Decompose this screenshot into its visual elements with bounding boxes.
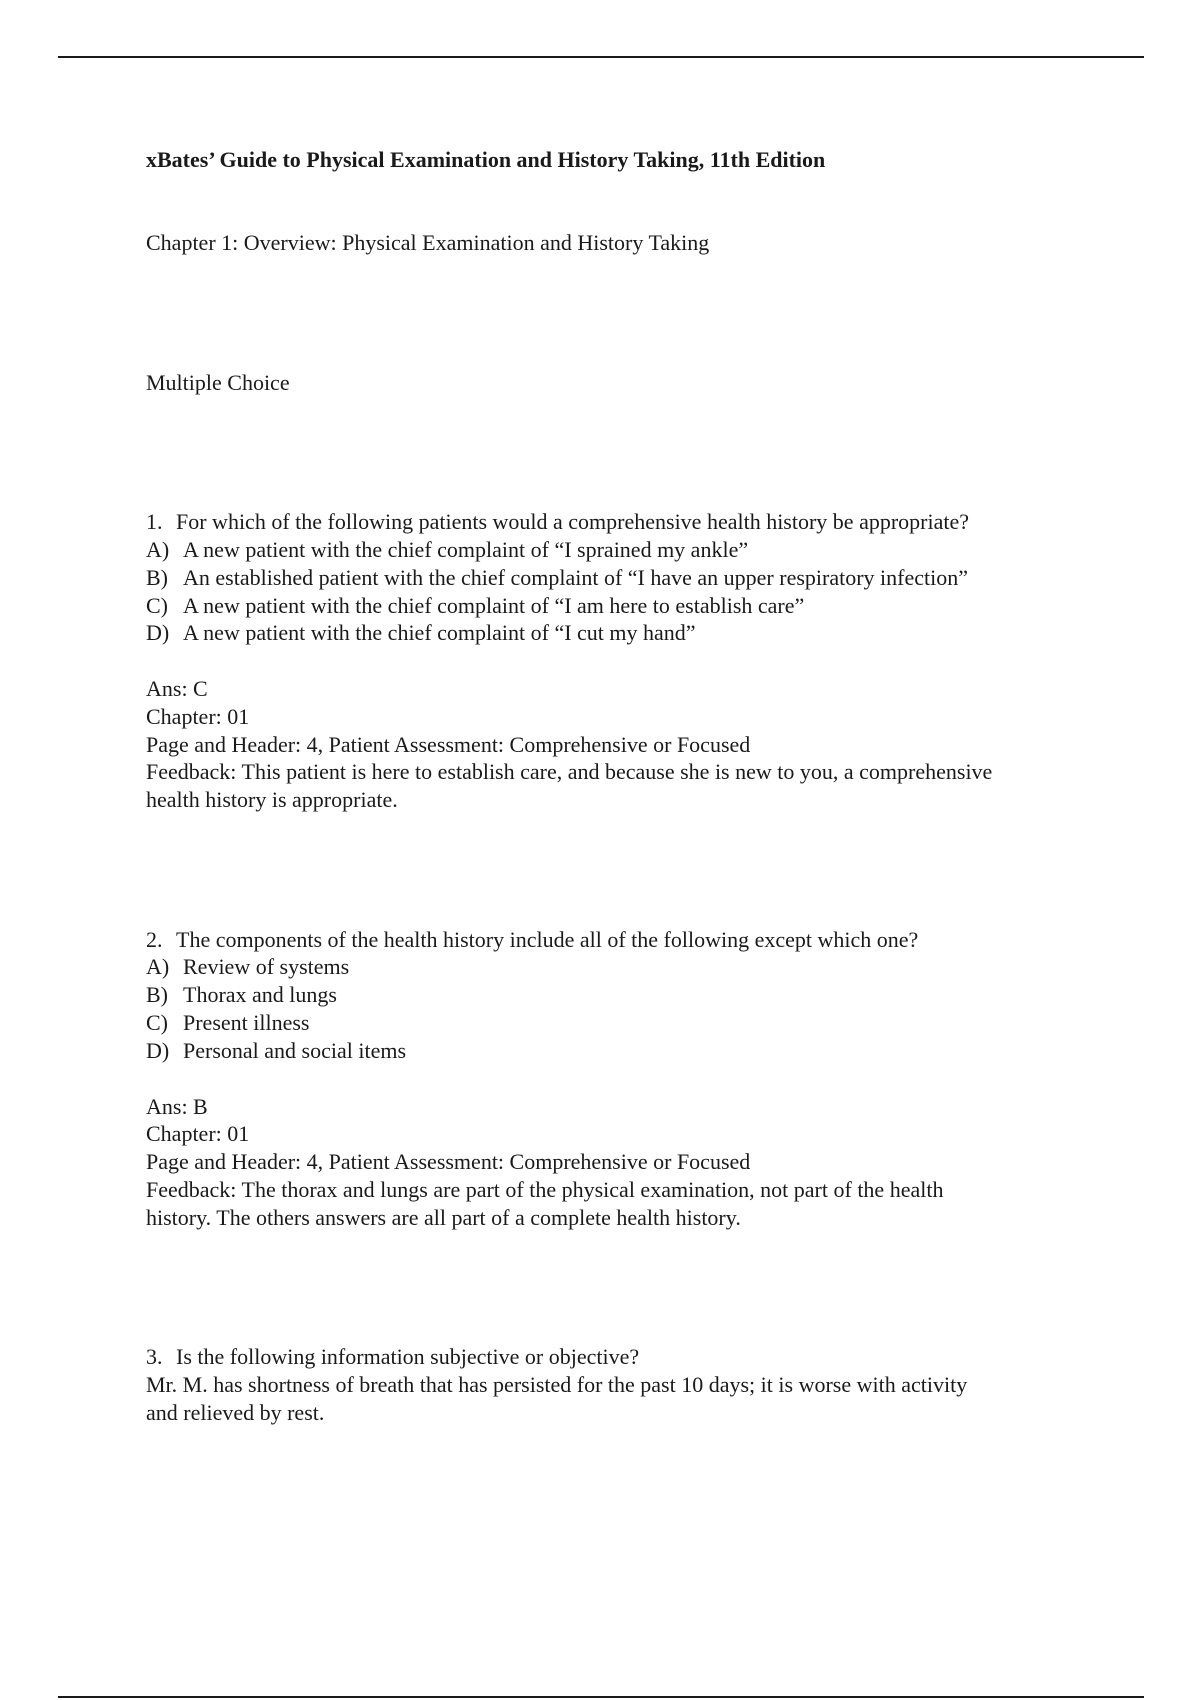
option-text: Thorax and lungs (183, 982, 337, 1007)
question-stem (146, 926, 918, 954)
page-and-header: Page and Header: 4, Patient Assessment: Comprehensive or Focused (146, 732, 751, 757)
section-heading: Multiple Choice (146, 370, 290, 395)
option-letter: C) (146, 593, 168, 618)
feedback-line: Feedback: The thorax and lungs are part of the physical examination, not part of the health (146, 1177, 944, 1202)
option-text: Personal and social items (183, 1038, 407, 1063)
answer-key: Ans: C (146, 676, 208, 701)
question-stem (146, 1343, 639, 1371)
bottom-rule (58, 1696, 1144, 1698)
answer-option (146, 1037, 406, 1065)
option-letter: A) (146, 537, 170, 562)
answer-option (146, 592, 804, 620)
question-text: For which of the following patients would a comprehensive health history be appropriate? (176, 509, 970, 534)
chapter-reference: Chapter: 01 (146, 704, 250, 729)
option-letter: B) (146, 982, 168, 1007)
feedback-line: health history is appropriate. (146, 787, 398, 812)
option-text: Review of systems (183, 954, 350, 979)
question-number: 1. (146, 509, 163, 534)
option-text: A new patient with the chief complaint of “I sprained my ankle” (183, 537, 749, 562)
question-text: Is the following information subjective or objective? (176, 1344, 640, 1369)
option-letter: C) (146, 1010, 168, 1035)
option-letter: A) (146, 954, 170, 979)
option-letter: D) (146, 1038, 170, 1063)
question-stem (146, 508, 969, 536)
top-rule (58, 56, 1144, 58)
answer-option (146, 619, 696, 647)
option-text: Present illness (183, 1010, 310, 1035)
question-body-line: and relieved by rest. (146, 1400, 325, 1425)
answer-option (146, 981, 337, 1009)
answer-option (146, 564, 968, 592)
option-text: A new patient with the chief complaint of “I cut my hand” (183, 620, 696, 645)
question-body-line: Mr. M. has shortness of breath that has persisted for the past 10 days; it is worse with activity (146, 1372, 968, 1397)
answer-option (146, 1009, 310, 1037)
answer-key: Ans: B (146, 1094, 208, 1119)
question-text: The components of the health history include all of the following except which one? (176, 927, 919, 952)
option-letter: B) (146, 565, 168, 590)
document-title: xBates’ Guide to Physical Examination and History Taking, 11th Edition (146, 147, 826, 172)
option-letter: D) (146, 620, 170, 645)
answer-option (146, 953, 349, 981)
page-and-header: Page and Header: 4, Patient Assessment: Comprehensive or Focused (146, 1149, 751, 1174)
answer-option (146, 536, 748, 564)
chapter-heading: Chapter 1: Overview: Physical Examination and History Taking (146, 230, 710, 255)
feedback-line: Feedback: This patient is here to establish care, and because she is new to you, a comprehensive (146, 759, 993, 784)
chapter-reference: Chapter: 01 (146, 1121, 250, 1146)
question-number: 3. (146, 1344, 163, 1369)
question-number: 2. (146, 927, 163, 952)
option-text: A new patient with the chief complaint of “I am here to establish care” (183, 593, 805, 618)
option-text: An established patient with the chief complaint of “I have an upper respiratory infection” (183, 565, 968, 590)
feedback-line: history. The others answers are all part of a complete health history. (146, 1205, 741, 1230)
